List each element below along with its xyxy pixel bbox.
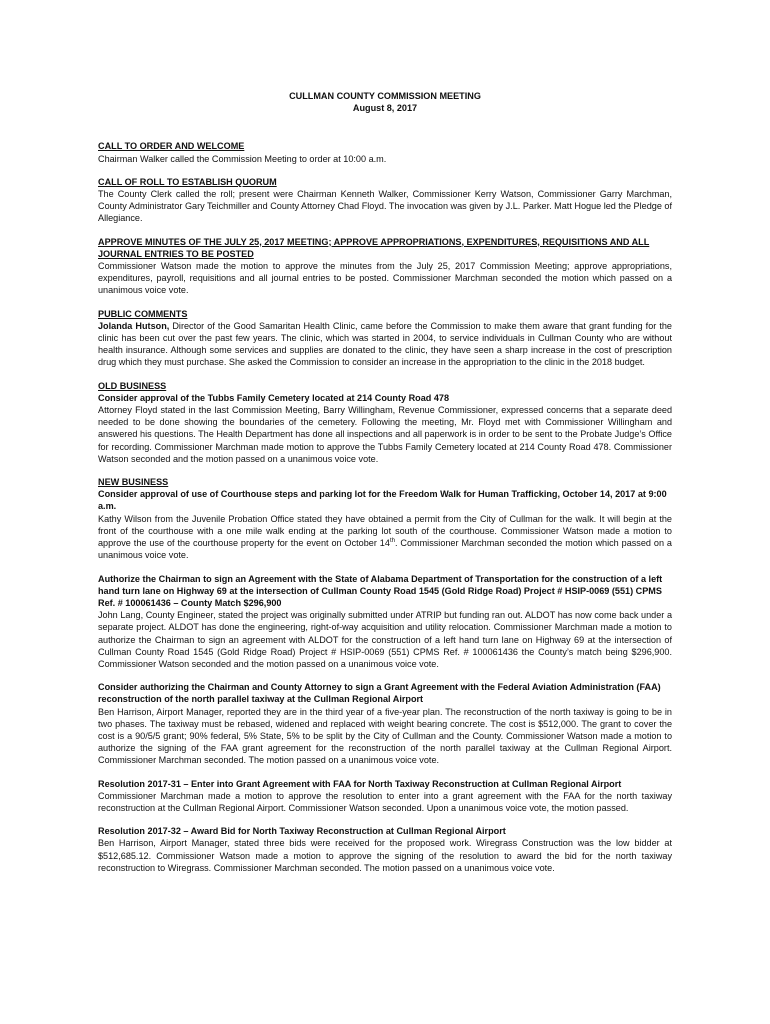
section-heading: OLD BUSINESS bbox=[98, 380, 167, 391]
section-roll-call bbox=[98, 176, 672, 225]
section-new-business bbox=[98, 476, 672, 874]
agenda-item-text-part: . Commissioner Marchman seconded the motion which passed on a unanimous voice vote. bbox=[98, 538, 672, 561]
section-text: Chairman Walker called the Commission Meeting to order at 10:00 a.m. bbox=[98, 153, 387, 164]
section-public-comments bbox=[98, 308, 672, 369]
ordinal-suffix: th bbox=[389, 538, 395, 545]
agenda-item-title: Consider approval of use of Courthouse steps and parking lot for the Freedom Walk for Human Trafficking, October 14, 2017 at 9:00 a.m. bbox=[98, 489, 667, 512]
agenda-item-text-part: Kathy Wilson from the Juvenile Probation Office stated they have obtained a permit from the City of Cullman for the walk. It will begin at the front of the courthouse with a one mile walk ending at the parking lot south of the courthouse. Commissioner Watson made a motion to approve the use of the courthouse property for the event on October 14 bbox=[98, 513, 672, 549]
document-page bbox=[98, 90, 672, 885]
document-title: CULLMAN COUNTY COMMISSION MEETING bbox=[289, 91, 481, 101]
section-text bbox=[98, 320, 672, 369]
agenda-item bbox=[98, 681, 672, 766]
section-heading: APPROVE MINUTES OF THE JULY 25, 2017 MEETING; APPROVE APPROPRIATIONS, EXPENDITURES, REQUISITIONS AND ALL JOURNAL ENTRIES TO BE POSTED bbox=[98, 236, 650, 259]
agenda-item-title: Resolution 2017-32 – Award Bid for North Taxiway Reconstruction at Cullman Regional Airport bbox=[98, 826, 506, 837]
section-heading: CALL OF ROLL TO ESTABLISH QUORUM bbox=[98, 176, 277, 187]
agenda-item bbox=[98, 573, 672, 671]
section-text: Commissioner Watson made the motion to approve the minutes from the July 25, 2017 Commission Meeting; approve appropriations, expenditures, payroll, requisitions and all journal entries to be posted. Commissioner Marchman seconded the motion which passed on a unanimous voice vote. bbox=[98, 261, 672, 296]
agenda-item-text: Commissioner Marchman made a motion to approve the resolution to enter into a grant agreement with the FAA for the north taxiway reconstruction at the Cullman Regional Airport. Commissioner Watson seconded. Upon a unanimous voice vote, the motion passed. bbox=[98, 790, 672, 813]
section-heading: PUBLIC COMMENTS bbox=[98, 308, 188, 319]
section-heading: NEW BUSINESS bbox=[98, 477, 169, 488]
agenda-item-text: John Lang, County Engineer, stated the project was originally submitted under ATRIP but funding ran out. ALDOT has now come back under a separate project. ALDOT has done the engineering, right-of-way acquisition and utility relocation. Commissioner Marchman made a motion to authorize the Chairman to sign an agreement with ALDOT for the construction of a left hand turn lane on Highway 69 at the intersection of Cullman County Road 1545 (Gold Ridge Road) Project # HSIP-0069 (551) CPMS Ref. # 100061436 the County’s match being $296,900. Commissioner Watson seconded and the motion passed on a unanimous voice vote. bbox=[98, 610, 672, 669]
agenda-item-text: Attorney Floyd stated in the last Commission Meeting, Barry Willingham, Revenue Commissioner, expressed concerns that a separate deed needed to be done showing the boundaries of the cemetery. Following the meeting, Mr. Floyd met with Commissioner Willingham and answered his questions. The Health Department has done all inspections and all paperwork is in order to be sent to the Probate Judge’s Office for recording. Commissioner Marchman made motion to approve the Tubbs Family Cemetery located at 214 County Road 478. Commissioner Watson seconded and the motion passed on a unanimous voice vote. bbox=[98, 405, 672, 464]
document-header bbox=[98, 90, 672, 114]
speaker-name: Jolanda Hutson, bbox=[98, 320, 170, 331]
section-old-business bbox=[98, 380, 672, 465]
agenda-item bbox=[98, 778, 672, 815]
meeting-date: August 8, 2017 bbox=[352, 103, 418, 114]
section-heading: CALL TO ORDER AND WELCOME bbox=[98, 141, 245, 152]
agenda-item-title: Authorize the Chairman to sign an Agreement with the State of Alabama Department of Transportation for the construction of a left hand turn lane on Highway 69 at the intersection of Cullman County Road 1545 (Gold Ridge Road) Project # HSIP-0069 (551) CPMS Ref. # 100061436 – County Match $296,900 bbox=[98, 573, 663, 608]
agenda-item-title: Consider authorizing the Chairman and County Attorney to sign a Grant Agreement with the Federal Aviation Administration (FAA) reconstruction of the north parallel taxiway at the Cullman Regional Airport bbox=[98, 682, 661, 705]
agenda-item bbox=[98, 488, 672, 561]
agenda-item-text bbox=[98, 513, 672, 562]
section-minutes bbox=[98, 236, 672, 297]
section-text: The County Clerk called the roll; present were Chairman Kenneth Walker, Commissioner Kerry Watson, Commissioner Garry Marchman, County Administrator Gary Teichmiller and County Attorney Chad Floyd. The invocation was given by J.L. Parker. Matt Hogue led the Pledge of Allegiance. bbox=[98, 189, 672, 224]
agenda-item bbox=[98, 825, 672, 874]
agenda-item-text: Ben Harrison, Airport Manager, stated three bids were received for the proposed work. Wiregrass Construction was the low bidder at $512,685.12. Commissioner Watson made a motion to approve the signing of the resolution to award the bid for the north taxiway reconstruction to Wiregrass. Commissioner Marchman seconded. The motion passed on a unanimous voice vote. bbox=[98, 838, 672, 873]
section-call-to-order bbox=[98, 140, 672, 164]
agenda-item-text: Ben Harrison, Airport Manager, reported they are in the third year of a five-year plan. The reconstruction of the north taxiway is going to be in two phases. The taxiway must be rebased, widened and replaced with weight bearing concrete. The cost is $512,000. The grant to cover the cost is a 90/5/5 grant; 90% federal, 5% State, 5% to be split by the City of Cullman and the County. Commissioner Watson made a motion to authorize the signing of the FAA grant agreement for the reconstruction of the north parallel taxiway at the Cullman Regional Airport. Commissioner Marchman seconded. The motion passed on a unanimous voice vote. bbox=[98, 706, 672, 766]
agenda-item-title: Resolution 2017-31 – Enter into Grant Agreement with FAA for North Taxiway Reconstruction at Cullman Regional Airport bbox=[98, 778, 622, 789]
comment-text: Director of the Good Samaritan Health Clinic, came before the Commission to make them aware that grant funding for the clinic has been cut over the past few years. The clinic, which was started in 2004, to service individuals in Cullman County who are without health insurance. Although some services and supplies are donated to the clinic, they have seen a sharp increase in the cost of prescription drug which they must purchase. She asked the Commission to consider an increase in the appropriation to the clinic in the 2018 budget. bbox=[98, 320, 672, 368]
agenda-item-title: Consider approval of the Tubbs Family Cemetery located at 214 County Road 478 bbox=[98, 392, 450, 403]
